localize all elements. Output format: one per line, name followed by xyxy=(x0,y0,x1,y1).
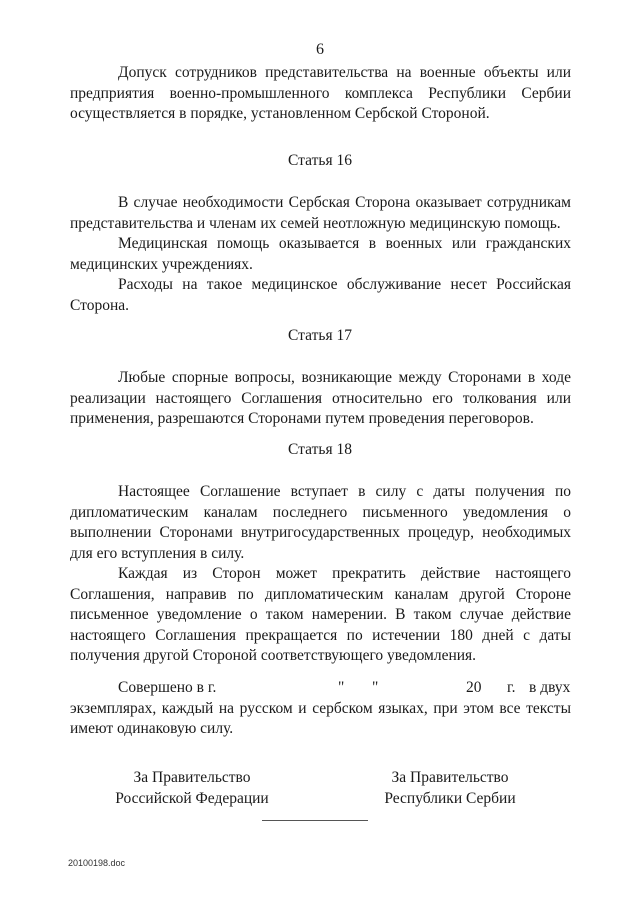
year-suffix: г. xyxy=(507,679,516,696)
article-16-paragraph-3: Расходы на такое медицинское обслуживание несет Российская Сторона. xyxy=(70,276,571,314)
signature-right-line2: Республики Сербии xyxy=(384,789,516,807)
quote-open: " xyxy=(338,679,345,696)
quote-close: " xyxy=(372,679,379,696)
copies-text: в двух xyxy=(529,679,571,696)
article-17-paragraph-1: Любые спорные вопросы, возникающие между Сторонами в ходе реализации настоящего Соглашения относительно его толкования или применения, разрешаются Сторонами путем проведения переговоров. xyxy=(70,369,571,427)
done-in-first-line xyxy=(70,678,571,699)
year-field: 20 xyxy=(466,679,482,696)
article-18-heading: Статья 18 xyxy=(288,441,352,458)
article-16-heading: Статья 16 xyxy=(288,152,352,169)
done-in-paragraph xyxy=(70,678,571,740)
intro-paragraph: Допуск сотрудников представительства на военные объекты или предприятия военно-промышленного комплекса Республики Сербии осуществляется в порядке, установленном Сербской Стороной. xyxy=(70,64,571,122)
done-in-prefix: Совершено в г. xyxy=(118,679,217,696)
article-16-paragraph-1: В случае необходимости Сербская Сторона оказывает сотрудникам представительства и членам их семей неотложную медицинскую помощь. xyxy=(70,194,571,232)
signature-left-line2: Российской Федерации xyxy=(115,789,269,807)
footer-filename: 20100198.doc xyxy=(68,858,126,868)
done-in-rest: экземплярах, каждый на русском и сербском языках, при этом все тексты имеют одинаковую силу. xyxy=(70,699,571,737)
signature-left-line1: За Правительство xyxy=(133,769,251,786)
article-17-heading: Статья 17 xyxy=(288,327,352,344)
signature-right-line1: За Правительство xyxy=(391,769,509,786)
article-18-paragraph-2: Каждая из Сторон может прекратить действие настоящего Соглашения, направив по дипломатическим каналам другой Стороне письменное уведомление о таком намерении. В таком случае действие настоящего Соглашения прекращается по истечении 180 дней с даты получения другой Стороной соответствующего уведомления. xyxy=(70,565,571,664)
page-number: 6 xyxy=(316,41,324,58)
signature-divider xyxy=(262,820,368,821)
article-16-paragraph-2: Медицинская помощь оказывается в военных или гражданских медицинских учреждениях. xyxy=(70,235,571,273)
signature-left xyxy=(92,768,292,809)
article-18-paragraph-1: Настоящее Соглашение вступает в силу с даты получения по дипломатическим каналам последнего письменного уведомления о выполнении Сторонами внутригосударственных процедур, необходимых для его вступления в силу. xyxy=(70,483,571,562)
signature-right xyxy=(350,768,550,809)
